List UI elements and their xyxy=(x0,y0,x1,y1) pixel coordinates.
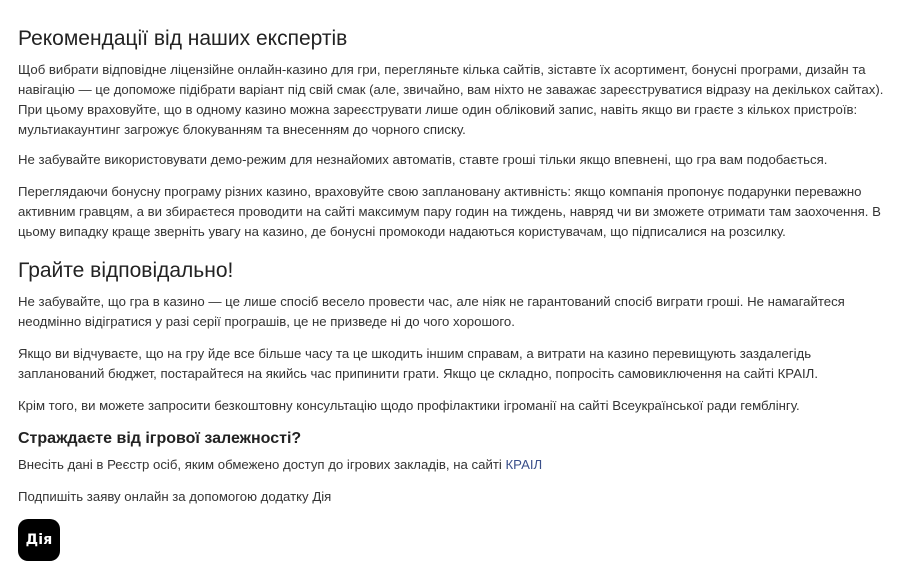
responsible-paragraph-1: Не забувайте, що гра в казино — це лише спосіб весело провести час, але ніяк не гарантований спосіб виграти гроші. Не намагайтеся неодмінно відігратися у разі серії програшів, це не призведе ні до чого хорошого. xyxy=(18,294,845,329)
diia-logo[interactable] xyxy=(18,519,60,561)
responsible-paragraph-3: Крім того, ви можете запросити безкоштовну консультацію щодо профілактики ігроманії на сайті Всеукраїнської ради гемблінгу. xyxy=(18,398,800,413)
experts-paragraph-3: Переглядаючи бонусну програму різних казино, враховуйте свою заплановану активність: якщо компанія пропонує подарунки переважно активним гравцям, а ви збираєтеся проводити на сайті максимум пару годин на тиждень, навряд чи ви зможете отримати там заохочення. В цьому випадку краще зверніть увагу на казино, де бонусні промокоди надаються користувачам, що підписалися на розсилку. xyxy=(18,184,881,239)
responsible-paragraph-2: Якщо ви відчуваєте, що на гру йде все більше часу та це шкодить іншим справам, а витрати на казино перевищують заздалегідь запланований бюджет, постарайтеся на якийсь час припинити грати. Якщо це складно, попросіть самовиключення на сайті КРАІЛ. xyxy=(18,346,819,381)
experts-paragraph-2: Не забувайте використовувати демо-режим для незнайомих автоматів, ставте гроші тільки якщо впевнені, що гра вам подобається. xyxy=(18,152,828,167)
experts-heading: Рекомендації від наших експертів xyxy=(18,27,348,50)
experts-paragraph-1: Щоб вибрати відповідне ліцензійне онлайн-казино для гри, перегляньте кілька сайтів, зіставте їх асортимент, бонусні програми, дизайн та навігацію — це допоможе підібрати варіант під свій смак (але, звичайно, вам ніхто не заважає зареєструватися відразу на декількох сайтах). При цьому враховуйте, що в одному казино можна зареєструвати лише один обліковий запис, навіть якщо ви граєте з кількох пристроїв: мультиакаунтинг загрожує блокуванням та внесенням до чорного списку. xyxy=(18,62,884,137)
addiction-heading: Страждаєте від ігрової залежності? xyxy=(18,430,302,447)
registry-text: Внесіть дані в Реєстр осіб, яким обмежено доступ до ігрових закладів, на сайті xyxy=(18,457,506,472)
responsible-heading: Грайте відповідально! xyxy=(18,259,234,282)
diia-paragraph: Подпишіть заяву онлайн за допомогою додатку Дія xyxy=(18,489,332,504)
krail-link[interactable]: КРАІЛ xyxy=(505,457,543,472)
diia-logo-text: Дія xyxy=(25,532,53,548)
registry-paragraph xyxy=(18,455,896,475)
